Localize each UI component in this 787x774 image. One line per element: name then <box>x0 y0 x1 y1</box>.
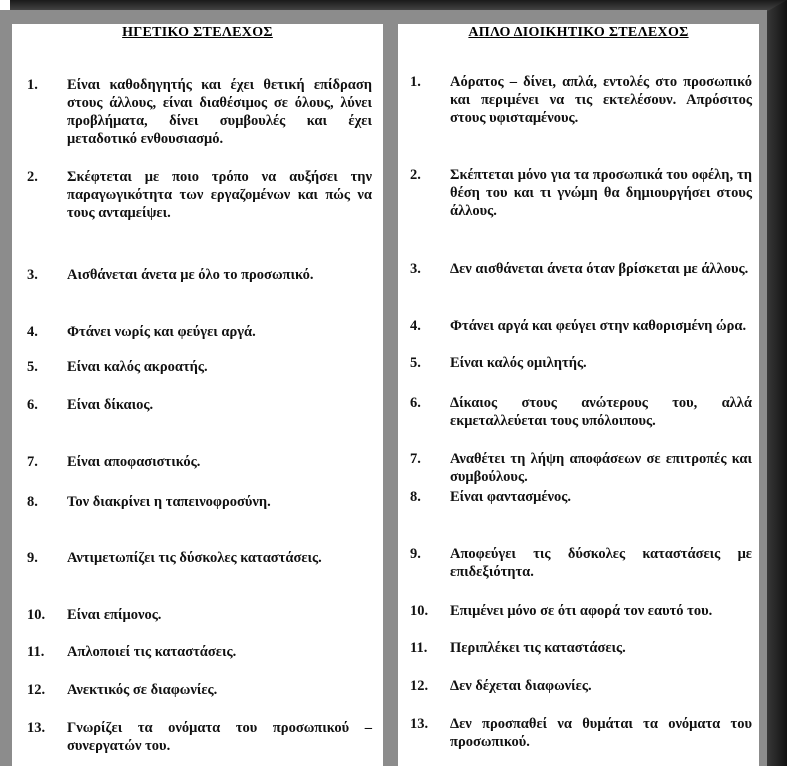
item-text: Ανεκτικός σε διαφωνίες. <box>67 682 218 698</box>
item-text: Είναι δίκαιος. <box>67 397 154 413</box>
item-text: Αισθάνεται άνετα με όλο το προσωπικό. <box>67 267 314 283</box>
item-text: Απλοποιεί τις καταστάσεις. <box>67 644 237 660</box>
item-text: Φτάνει αργά και φεύγει στην καθορισμένη ώρα. <box>450 318 747 334</box>
item-number: 3. <box>27 267 38 283</box>
item-text: Αποφεύγει τις δύσκολες καταστάσεις με επιδεξιότητα. <box>450 546 752 580</box>
leader-column <box>12 24 383 766</box>
leader-column-title: ΗΓΕΤΙΚΟ ΣΤΕΛΕΧΟΣ <box>122 25 273 40</box>
item-number: 12. <box>410 678 429 694</box>
item-number: 9. <box>410 546 421 562</box>
item-text: Είναι καλός ομιλητής. <box>450 355 587 371</box>
item-text: Είναι φαντασμένος. <box>450 489 572 505</box>
item-text: Δίκαιος στους ανώτερους του, αλλά εκμεταλλεύεται τους υπόλοιπους. <box>450 395 752 429</box>
item-text: Τον διακρίνει η ταπεινοφροσύνη. <box>67 494 271 510</box>
item-number: 2. <box>410 167 421 183</box>
item-number: 1. <box>410 74 421 90</box>
item-number: 11. <box>27 644 45 660</box>
item-number: 13. <box>27 720 46 736</box>
item-number: 6. <box>27 397 38 413</box>
item-text: Είναι αποφασιστικός. <box>67 454 201 470</box>
item-text: Είναι καθοδηγητής και έχει θετική επίδραση στους άλλους, είναι διαθέσιμος σε όλους, λύνει προβλήματα, δίνει συμβουλές και έχει μεταδοτικό ενθουσιασμό. <box>67 77 372 147</box>
item-text: Επιμένει μόνο σε ότι αφορά τον εαυτό του. <box>450 603 713 619</box>
item-text: Σκέφτεται με ποιο τρόπο να αυξήσει την παραγωγικότητα των εργαζομένων και πώς να τους ανταμείψει. <box>67 169 372 221</box>
item-text: Αντιμετωπίζει τις δύσκολες καταστάσεις. <box>67 550 322 566</box>
item-number: 13. <box>410 716 429 732</box>
item-text: Αόρατος – δίνει, απλά, εντολές στο προσωπικό και περιμένει να τις εκτελέσουν. Απρόσιτος στους υφισταμένους. <box>450 74 752 126</box>
item-number: 4. <box>410 318 421 334</box>
item-text: Δεν προσπαθεί να θυμάται τα ονόματα του προσωπικού. <box>450 716 752 750</box>
item-text: Δεν αισθάνεται άνετα όταν βρίσκεται με άλλους. <box>450 261 749 277</box>
item-number: 12. <box>27 682 46 698</box>
item-number: 3. <box>410 261 421 277</box>
administrator-column <box>398 24 759 766</box>
item-number: 10. <box>27 607 46 623</box>
item-text: Φτάνει νωρίς και φεύγει αργά. <box>67 324 256 340</box>
item-number: 5. <box>410 355 421 371</box>
comparison-table <box>0 10 767 766</box>
item-number: 5. <box>27 359 38 375</box>
item-text: Περιπλέκει τις καταστάσεις. <box>450 640 626 656</box>
item-number: 7. <box>410 451 421 467</box>
item-text: Είναι επίμονος. <box>67 607 162 623</box>
item-number: 4. <box>27 324 38 340</box>
item-text: Δεν δέχεται διαφωνίες. <box>450 678 592 694</box>
item-text: Είναι καλός ακροατής. <box>67 359 208 375</box>
item-number: 8. <box>27 494 38 510</box>
item-number: 2. <box>27 169 38 185</box>
item-number: 11. <box>410 640 428 656</box>
item-number: 8. <box>410 489 421 505</box>
administrator-column-title: ΑΠΛΟ ΔΙΟΙΚΗΤΙΚΟ ΣΤΕΛΕΧΟΣ <box>468 25 689 40</box>
item-text: Αναθέτει τη λήψη αποφάσεων σε επιτροπές και συμβούλους. <box>450 451 752 485</box>
item-number: 7. <box>27 454 38 470</box>
item-number: 1. <box>27 77 38 93</box>
frame-shadow-right <box>766 0 787 766</box>
item-number: 9. <box>27 550 38 566</box>
item-number: 6. <box>410 395 421 411</box>
item-text: Γνωρίζει τα ονόματα του προσωπικού – συνεργατών του. <box>67 720 372 754</box>
item-number: 10. <box>410 603 429 619</box>
item-text: Σκέπτεται μόνο για τα προσωπικά του οφέλη, τη θέση του και τι γνώμη θα δημιουργήσει στους άλλους. <box>450 167 752 219</box>
